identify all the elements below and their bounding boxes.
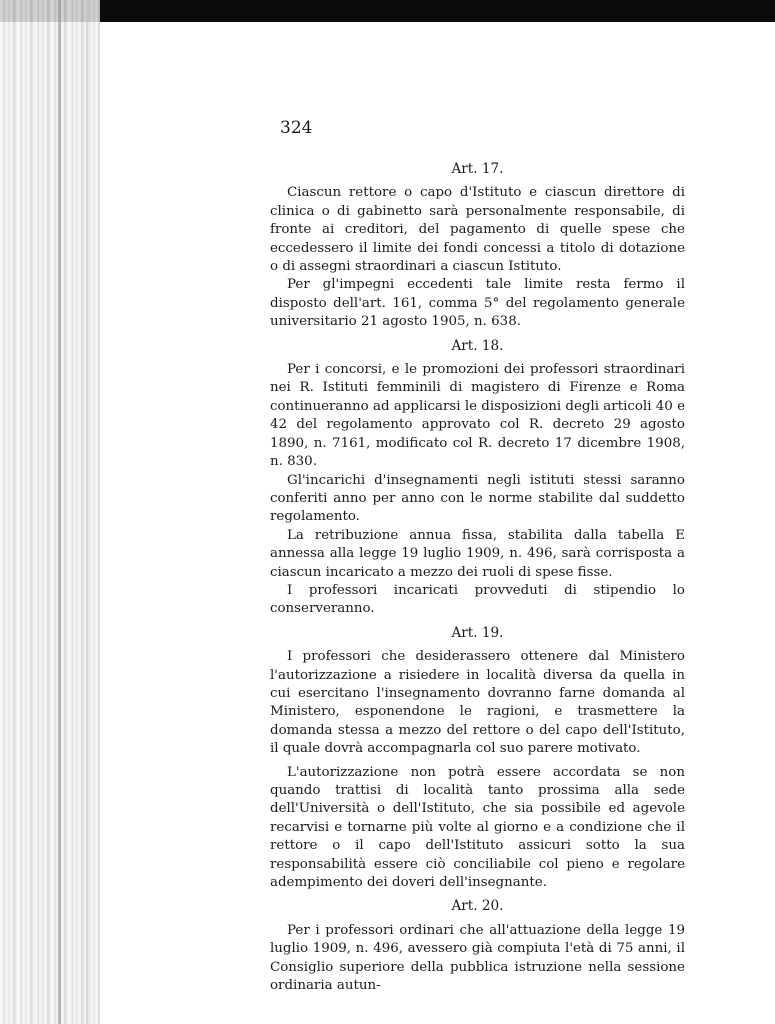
book-binding-edge: [0, 0, 100, 1024]
binding-shadow-line: [58, 0, 61, 1024]
document-body: [270, 160, 685, 995]
paragraph: I professori incaricati provveduti di stipendio lo conserveranno.: [270, 582, 685, 617]
article-heading: Art. 20.: [451, 898, 504, 915]
paragraph: Per i concorsi, e le promozioni dei professori straordinari nei R. Istituti femminili di magistero di Firenze e Roma continueranno ad applicarsi le disposizioni degli articoli 40 e 42 del regolamento approvato col R. decreto 29 agosto 1890, n. 7161, modificato col R. decreto 17 dicembre 1908, n. 830.: [270, 362, 685, 470]
paragraph: L'autorizzazione non potrà essere accordata se non quando trattisi di località tanto prossima alla sede dell'Università o dell'Istituto, che sia possibile ed agevole recarvisi e tornarne più volte al giorno e a condizione che il rettore o il capo dell'Istituto assicuri sotto la sua responsabilità essere ciò conciliabile col pieno e regolare adempimento dei doveri dell'insegnante.: [270, 764, 685, 891]
article-heading: Art. 19.: [451, 624, 504, 641]
article-heading: Art. 17.: [451, 161, 504, 177]
paragraph: Per i professori ordinari che all'attuazione della legge 19 luglio 1909, n. 496, avessero già compiuta l'età di 75 anni, il Consiglio superiore della pubblica istruzione nella sessione ordinaria autun-: [270, 922, 685, 994]
paragraph: I professori che desiderassero ottenere dal Ministero l'autorizzazione a risiedere in località diversa da quella in cui esercitano l'insegnamento dovranno farne domanda al Ministero, esponendone le ragioni, e trasmettere la domanda stessa a mezzo del rettore o del capo dell'Istituto, il quale dovrà accompagnarla col suo parere motivato.: [270, 649, 685, 757]
paragraph: La retribuzione annua fissa, stabilita dalla tabella E annessa alla legge 19 luglio 1909, n. 496, sarà corrisposta a ciascun incaricato a mezzo dei ruoli di spese fisse.: [270, 527, 685, 580]
paragraph: Gl'incarichi d'insegnamenti negli istituti stessi saranno conferiti anno per anno con le norme stabilite dal suddetto regolamento.: [270, 472, 685, 525]
binding-shadow-line: [86, 0, 88, 1024]
page-number: 324: [280, 118, 313, 138]
article-heading: Art. 18.: [451, 337, 504, 354]
paragraph: Per gl'impegni eccedenti tale limite resta fermo il disposto dell'art. 161, comma 5° del regolamento generale universitario 21 agosto 1905, n. 638.: [270, 277, 685, 330]
paragraph: Ciascun rettore o capo d'Istituto e ciascun direttore di clinica o di gabinetto sarà personalmente responsabile, di fronte ai creditori, del pagamento di quelle spese che eccedessero il limite dei fondi concessi a titolo di dotazione o di assegni straordinari a ciascun Istituto.: [270, 185, 685, 275]
scan-top-border: [0, 0, 775, 22]
